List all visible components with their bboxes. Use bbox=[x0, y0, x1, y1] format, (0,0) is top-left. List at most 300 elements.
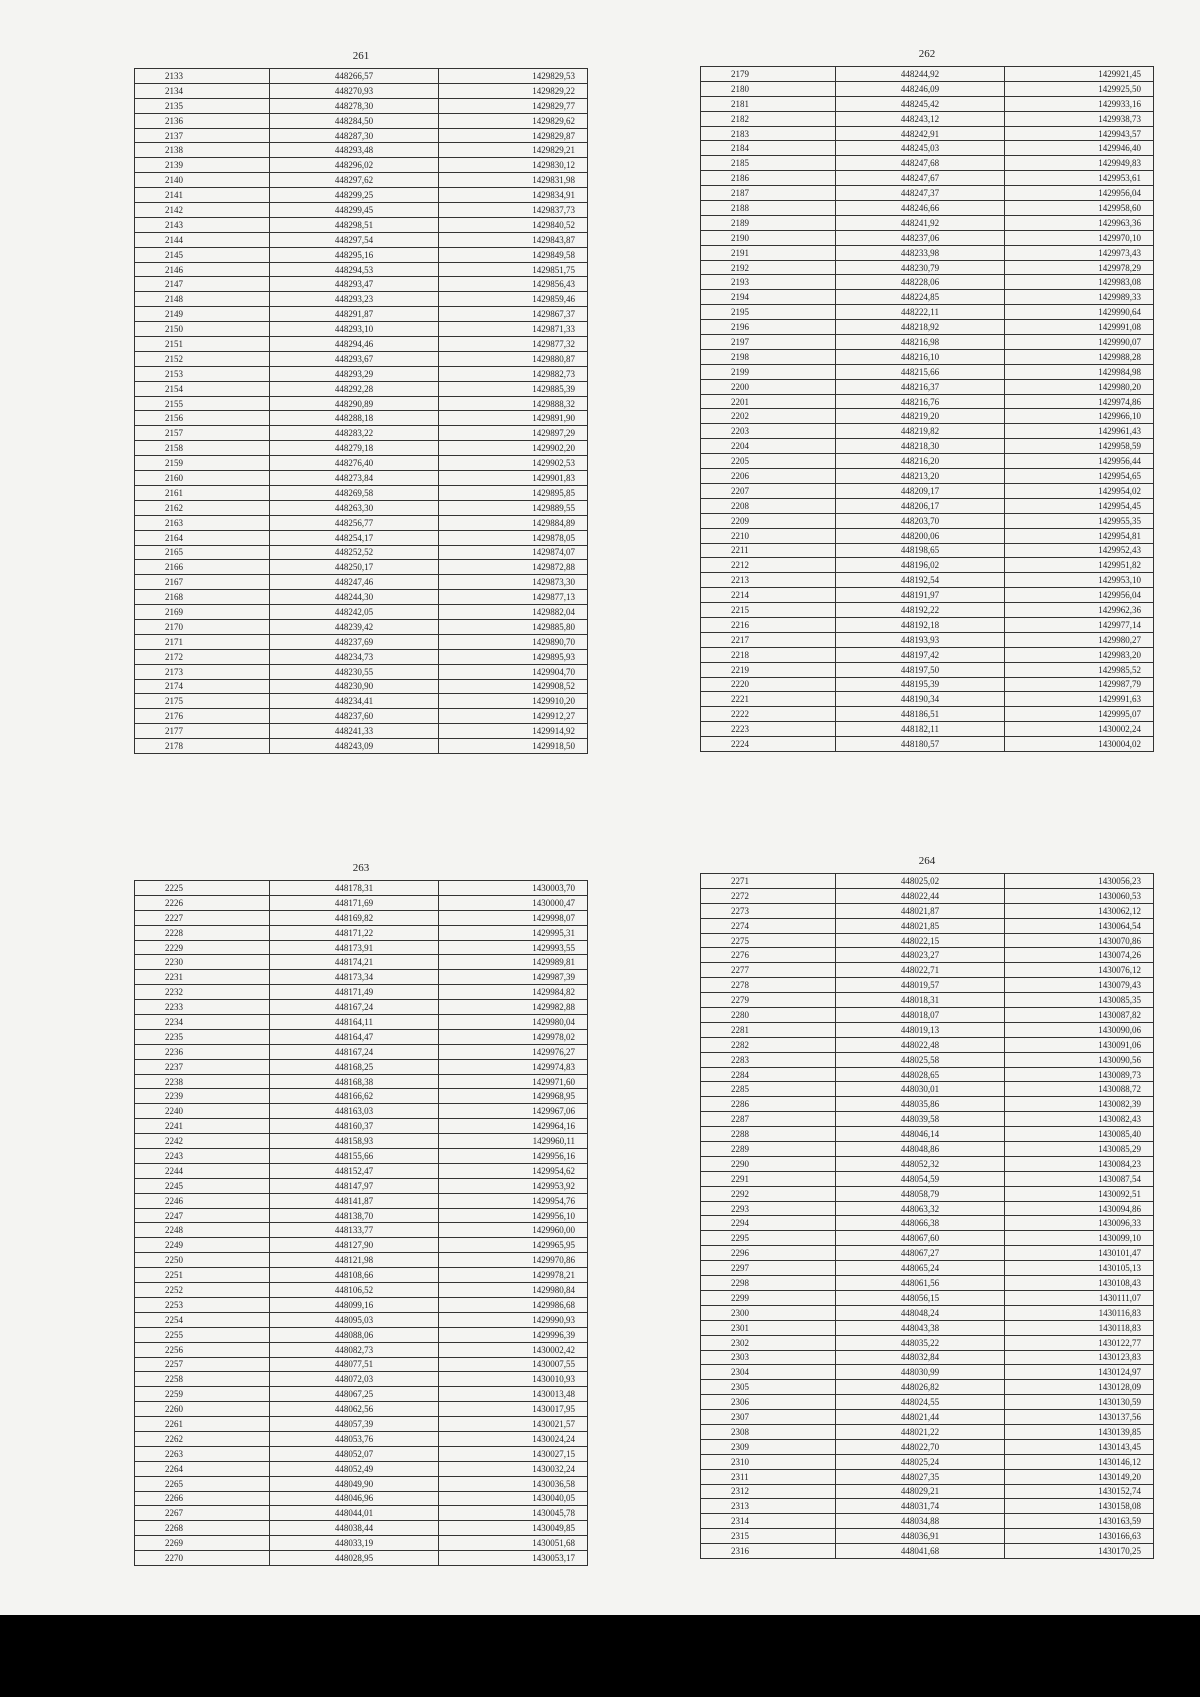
x-coordinate-cell: 448197,50 bbox=[836, 662, 1005, 677]
y-coordinate-cell: 1430017,95 bbox=[439, 1402, 588, 1417]
x-coordinate-cell: 448200,06 bbox=[836, 528, 1005, 543]
x-coordinate-cell: 448245,42 bbox=[836, 96, 1005, 111]
y-coordinate-cell: 1429829,22 bbox=[439, 83, 588, 98]
table-row bbox=[701, 1410, 1154, 1425]
x-coordinate-cell: 448237,69 bbox=[270, 634, 439, 649]
x-coordinate-cell: 448163,03 bbox=[270, 1104, 439, 1119]
table-row bbox=[701, 483, 1154, 498]
y-coordinate-cell: 1430021,57 bbox=[439, 1417, 588, 1432]
point-number-cell: 2140 bbox=[135, 173, 270, 188]
y-coordinate-cell: 1429880,87 bbox=[439, 351, 588, 366]
y-coordinate-cell: 1430070,86 bbox=[1005, 933, 1154, 948]
point-number-cell: 2193 bbox=[701, 275, 836, 290]
x-coordinate-cell: 448057,39 bbox=[270, 1417, 439, 1432]
y-coordinate-cell: 1429990,07 bbox=[1005, 335, 1154, 350]
table-row bbox=[701, 186, 1154, 201]
y-coordinate-cell: 1430032,24 bbox=[439, 1461, 588, 1476]
table-row bbox=[701, 1261, 1154, 1276]
y-coordinate-cell: 1430084,23 bbox=[1005, 1156, 1154, 1171]
table-row bbox=[135, 1089, 588, 1104]
y-coordinate-cell: 1429877,32 bbox=[439, 337, 588, 352]
point-number-cell: 2158 bbox=[135, 441, 270, 456]
y-coordinate-cell: 1429953,10 bbox=[1005, 573, 1154, 588]
y-coordinate-cell: 1429995,31 bbox=[439, 925, 588, 940]
y-coordinate-cell: 1429871,33 bbox=[439, 322, 588, 337]
x-coordinate-cell: 448288,18 bbox=[270, 411, 439, 426]
point-number-cell: 2196 bbox=[701, 320, 836, 335]
x-coordinate-cell: 448019,13 bbox=[836, 1022, 1005, 1037]
x-coordinate-cell: 448209,17 bbox=[836, 483, 1005, 498]
point-number-cell: 2264 bbox=[135, 1461, 270, 1476]
table-row bbox=[701, 1276, 1154, 1291]
x-coordinate-cell: 448298,51 bbox=[270, 217, 439, 232]
table-row bbox=[701, 513, 1154, 528]
point-number-cell: 2162 bbox=[135, 500, 270, 515]
point-number-cell: 2249 bbox=[135, 1238, 270, 1253]
y-coordinate-cell: 1430087,54 bbox=[1005, 1171, 1154, 1186]
y-coordinate-cell: 1430149,20 bbox=[1005, 1469, 1154, 1484]
table-row bbox=[701, 394, 1154, 409]
table-row bbox=[135, 1029, 588, 1044]
y-coordinate-cell: 1430062,12 bbox=[1005, 903, 1154, 918]
x-coordinate-cell: 448053,76 bbox=[270, 1431, 439, 1446]
y-coordinate-cell: 1430143,45 bbox=[1005, 1439, 1154, 1454]
x-coordinate-cell: 448049,90 bbox=[270, 1476, 439, 1491]
point-number-cell: 2165 bbox=[135, 545, 270, 560]
y-coordinate-cell: 1430087,82 bbox=[1005, 1008, 1154, 1023]
table-row bbox=[701, 1082, 1154, 1097]
table-row bbox=[701, 498, 1154, 513]
point-number-cell: 2149 bbox=[135, 307, 270, 322]
table-row bbox=[135, 83, 588, 98]
table-row bbox=[701, 722, 1154, 737]
x-coordinate-cell: 448190,34 bbox=[836, 692, 1005, 707]
y-coordinate-cell: 1429966,10 bbox=[1005, 409, 1154, 424]
x-coordinate-cell: 448196,02 bbox=[836, 558, 1005, 573]
x-coordinate-cell: 448192,54 bbox=[836, 573, 1005, 588]
x-coordinate-cell: 448186,51 bbox=[836, 707, 1005, 722]
x-coordinate-cell: 448243,09 bbox=[270, 739, 439, 754]
table-row bbox=[701, 156, 1154, 171]
point-number-cell: 2183 bbox=[701, 126, 836, 141]
table-row bbox=[135, 500, 588, 515]
y-coordinate-cell: 1429963,36 bbox=[1005, 215, 1154, 230]
point-number-cell: 2310 bbox=[701, 1454, 836, 1469]
point-number-cell: 2235 bbox=[135, 1029, 270, 1044]
y-coordinate-cell: 1429995,07 bbox=[1005, 707, 1154, 722]
x-coordinate-cell: 448174,21 bbox=[270, 955, 439, 970]
point-number-cell: 2286 bbox=[701, 1097, 836, 1112]
point-number-cell: 2143 bbox=[135, 217, 270, 232]
point-number-cell: 2255 bbox=[135, 1327, 270, 1342]
point-number-cell: 2216 bbox=[701, 617, 836, 632]
y-coordinate-cell: 1429912,27 bbox=[439, 709, 588, 724]
table-row bbox=[135, 925, 588, 940]
point-number-cell: 2290 bbox=[701, 1156, 836, 1171]
point-number-cell: 2182 bbox=[701, 111, 836, 126]
point-number-cell: 2195 bbox=[701, 305, 836, 320]
y-coordinate-cell: 1429872,88 bbox=[439, 560, 588, 575]
y-coordinate-cell: 1429989,81 bbox=[439, 955, 588, 970]
table-row bbox=[135, 1253, 588, 1268]
table-row bbox=[701, 230, 1154, 245]
x-coordinate-cell: 448099,16 bbox=[270, 1297, 439, 1312]
x-coordinate-cell: 448061,56 bbox=[836, 1276, 1005, 1291]
table-row bbox=[135, 940, 588, 955]
y-coordinate-cell: 1429990,64 bbox=[1005, 305, 1154, 320]
table-row bbox=[135, 1431, 588, 1446]
x-coordinate-cell: 448230,90 bbox=[270, 679, 439, 694]
point-number-cell: 2151 bbox=[135, 337, 270, 352]
x-coordinate-cell: 448242,05 bbox=[270, 605, 439, 620]
table-row bbox=[135, 679, 588, 694]
y-coordinate-cell: 1430040,05 bbox=[439, 1491, 588, 1506]
point-number-cell: 2202 bbox=[701, 409, 836, 424]
table-row bbox=[701, 1439, 1154, 1454]
y-coordinate-cell: 1429921,45 bbox=[1005, 67, 1154, 82]
x-coordinate-cell: 448247,67 bbox=[836, 171, 1005, 186]
point-number-cell: 2289 bbox=[701, 1142, 836, 1157]
y-coordinate-cell: 1429873,30 bbox=[439, 575, 588, 590]
table-row bbox=[135, 545, 588, 560]
y-coordinate-cell: 1430139,85 bbox=[1005, 1424, 1154, 1439]
point-number-cell: 2169 bbox=[135, 605, 270, 620]
table-row bbox=[135, 143, 588, 158]
point-number-cell: 2160 bbox=[135, 471, 270, 486]
x-coordinate-cell: 448021,22 bbox=[836, 1424, 1005, 1439]
x-coordinate-cell: 448164,11 bbox=[270, 1015, 439, 1030]
y-coordinate-cell: 1430076,12 bbox=[1005, 963, 1154, 978]
x-coordinate-cell: 448067,27 bbox=[836, 1246, 1005, 1261]
table-row bbox=[701, 617, 1154, 632]
point-number-cell: 2145 bbox=[135, 247, 270, 262]
table-row bbox=[135, 485, 588, 500]
x-coordinate-cell: 448031,74 bbox=[836, 1499, 1005, 1514]
y-coordinate-cell: 1429971,60 bbox=[439, 1074, 588, 1089]
point-number-cell: 2277 bbox=[701, 963, 836, 978]
point-number-cell: 2251 bbox=[135, 1268, 270, 1283]
table-row bbox=[135, 560, 588, 575]
point-number-cell: 2247 bbox=[135, 1208, 270, 1223]
point-number-cell: 2236 bbox=[135, 1044, 270, 1059]
x-coordinate-cell: 448063,32 bbox=[836, 1201, 1005, 1216]
point-number-cell: 2292 bbox=[701, 1186, 836, 1201]
x-coordinate-cell: 448294,46 bbox=[270, 337, 439, 352]
table-row bbox=[135, 1297, 588, 1312]
x-coordinate-cell: 448026,82 bbox=[836, 1380, 1005, 1395]
y-coordinate-cell: 1429996,39 bbox=[439, 1327, 588, 1342]
point-number-cell: 2222 bbox=[701, 707, 836, 722]
y-coordinate-cell: 1430124,97 bbox=[1005, 1365, 1154, 1380]
page-261 bbox=[134, 48, 588, 754]
y-coordinate-cell: 1430036,58 bbox=[439, 1476, 588, 1491]
table-row bbox=[701, 558, 1154, 573]
table-row bbox=[701, 409, 1154, 424]
x-coordinate-cell: 448038,44 bbox=[270, 1521, 439, 1536]
table-row bbox=[135, 277, 588, 292]
x-coordinate-cell: 448230,79 bbox=[836, 260, 1005, 275]
point-number-cell: 2257 bbox=[135, 1357, 270, 1372]
table-row bbox=[135, 1536, 588, 1551]
table-row bbox=[135, 262, 588, 277]
table-row bbox=[135, 113, 588, 128]
point-number-cell: 2210 bbox=[701, 528, 836, 543]
x-coordinate-cell: 448247,68 bbox=[836, 156, 1005, 171]
y-coordinate-cell: 1430064,54 bbox=[1005, 918, 1154, 933]
point-number-cell: 2246 bbox=[135, 1193, 270, 1208]
y-coordinate-cell: 1429978,29 bbox=[1005, 260, 1154, 275]
point-number-cell: 2159 bbox=[135, 456, 270, 471]
point-number-cell: 2279 bbox=[701, 993, 836, 1008]
y-coordinate-cell: 1429983,20 bbox=[1005, 647, 1154, 662]
table-row bbox=[135, 247, 588, 262]
y-coordinate-cell: 1429965,95 bbox=[439, 1238, 588, 1253]
table-row bbox=[701, 903, 1154, 918]
x-coordinate-cell: 448028,95 bbox=[270, 1551, 439, 1566]
point-number-cell: 2220 bbox=[701, 677, 836, 692]
table-row bbox=[701, 1380, 1154, 1395]
y-coordinate-cell: 1430085,40 bbox=[1005, 1127, 1154, 1142]
y-coordinate-cell: 1429956,10 bbox=[439, 1208, 588, 1223]
table-row bbox=[701, 1171, 1154, 1186]
point-number-cell: 2139 bbox=[135, 158, 270, 173]
point-number-cell: 2218 bbox=[701, 647, 836, 662]
x-coordinate-cell: 448215,66 bbox=[836, 364, 1005, 379]
table-row bbox=[701, 81, 1154, 96]
table-row bbox=[135, 158, 588, 173]
y-coordinate-cell: 1429874,07 bbox=[439, 545, 588, 560]
y-coordinate-cell: 1430089,73 bbox=[1005, 1067, 1154, 1082]
x-coordinate-cell: 448147,97 bbox=[270, 1178, 439, 1193]
y-coordinate-cell: 1429982,88 bbox=[439, 1000, 588, 1015]
x-coordinate-cell: 448032,84 bbox=[836, 1350, 1005, 1365]
table-row bbox=[701, 1335, 1154, 1350]
x-coordinate-cell: 448062,56 bbox=[270, 1402, 439, 1417]
point-number-cell: 2192 bbox=[701, 260, 836, 275]
y-coordinate-cell: 1429904,70 bbox=[439, 664, 588, 679]
table-row bbox=[701, 96, 1154, 111]
point-number-cell: 2282 bbox=[701, 1037, 836, 1052]
y-coordinate-cell: 1430146,12 bbox=[1005, 1454, 1154, 1469]
point-number-cell: 2285 bbox=[701, 1082, 836, 1097]
x-coordinate-cell: 448278,30 bbox=[270, 98, 439, 113]
y-coordinate-cell: 1430090,56 bbox=[1005, 1052, 1154, 1067]
x-coordinate-cell: 448056,15 bbox=[836, 1290, 1005, 1305]
y-coordinate-cell: 1429954,65 bbox=[1005, 469, 1154, 484]
y-coordinate-cell: 1430130,59 bbox=[1005, 1395, 1154, 1410]
x-coordinate-cell: 448173,91 bbox=[270, 940, 439, 955]
y-coordinate-cell: 1429989,33 bbox=[1005, 290, 1154, 305]
y-coordinate-cell: 1429955,35 bbox=[1005, 513, 1154, 528]
x-coordinate-cell: 448291,87 bbox=[270, 307, 439, 322]
x-coordinate-cell: 448052,49 bbox=[270, 1461, 439, 1476]
table-row bbox=[135, 1193, 588, 1208]
point-number-cell: 2207 bbox=[701, 483, 836, 498]
table-row bbox=[701, 1127, 1154, 1142]
table-row bbox=[135, 1104, 588, 1119]
table-row bbox=[701, 1008, 1154, 1023]
point-number-cell: 2261 bbox=[135, 1417, 270, 1432]
y-coordinate-cell: 1430007,55 bbox=[439, 1357, 588, 1372]
table-row bbox=[701, 141, 1154, 156]
x-coordinate-cell: 448234,41 bbox=[270, 694, 439, 709]
y-coordinate-cell: 1430170,25 bbox=[1005, 1544, 1154, 1559]
table-row bbox=[135, 128, 588, 143]
table-row bbox=[135, 292, 588, 307]
y-coordinate-cell: 1430003,70 bbox=[439, 881, 588, 896]
x-coordinate-cell: 448021,87 bbox=[836, 903, 1005, 918]
table-row bbox=[135, 1312, 588, 1327]
x-coordinate-cell: 448033,19 bbox=[270, 1536, 439, 1551]
y-coordinate-cell: 1430122,77 bbox=[1005, 1335, 1154, 1350]
table-row bbox=[135, 1163, 588, 1178]
x-coordinate-cell: 448222,11 bbox=[836, 305, 1005, 320]
table-row bbox=[701, 111, 1154, 126]
x-coordinate-cell: 448250,17 bbox=[270, 560, 439, 575]
table-row bbox=[701, 1201, 1154, 1216]
point-number-cell: 2137 bbox=[135, 128, 270, 143]
x-coordinate-cell: 448284,50 bbox=[270, 113, 439, 128]
table-row bbox=[135, 441, 588, 456]
point-number-cell: 2237 bbox=[135, 1059, 270, 1074]
point-number-cell: 2240 bbox=[135, 1104, 270, 1119]
x-coordinate-cell: 448048,86 bbox=[836, 1142, 1005, 1157]
y-coordinate-cell: 1430051,68 bbox=[439, 1536, 588, 1551]
y-coordinate-cell: 1429890,70 bbox=[439, 634, 588, 649]
y-coordinate-cell: 1430091,06 bbox=[1005, 1037, 1154, 1052]
point-number-cell: 2229 bbox=[135, 940, 270, 955]
table-row bbox=[135, 203, 588, 218]
point-number-cell: 2232 bbox=[135, 985, 270, 1000]
table-row bbox=[701, 1469, 1154, 1484]
y-coordinate-cell: 1429956,04 bbox=[1005, 588, 1154, 603]
y-coordinate-cell: 1429990,93 bbox=[439, 1312, 588, 1327]
y-coordinate-cell: 1429984,82 bbox=[439, 985, 588, 1000]
y-coordinate-cell: 1429983,08 bbox=[1005, 275, 1154, 290]
y-coordinate-cell: 1430096,33 bbox=[1005, 1216, 1154, 1231]
table-row bbox=[701, 1529, 1154, 1544]
table-row bbox=[135, 1044, 588, 1059]
x-coordinate-cell: 448044,01 bbox=[270, 1506, 439, 1521]
table-row bbox=[135, 1506, 588, 1521]
point-number-cell: 2176 bbox=[135, 709, 270, 724]
point-number-cell: 2266 bbox=[135, 1491, 270, 1506]
x-coordinate-cell: 448269,58 bbox=[270, 485, 439, 500]
point-number-cell: 2284 bbox=[701, 1067, 836, 1082]
point-number-cell: 2278 bbox=[701, 978, 836, 993]
point-number-cell: 2133 bbox=[135, 69, 270, 84]
table-row bbox=[135, 217, 588, 232]
y-coordinate-cell: 1429878,05 bbox=[439, 530, 588, 545]
x-coordinate-cell: 448160,37 bbox=[270, 1119, 439, 1134]
table-row bbox=[701, 677, 1154, 692]
y-coordinate-cell: 1430166,63 bbox=[1005, 1529, 1154, 1544]
point-number-cell: 2136 bbox=[135, 113, 270, 128]
table-row bbox=[135, 456, 588, 471]
y-coordinate-cell: 1429953,92 bbox=[439, 1178, 588, 1193]
point-number-cell: 2142 bbox=[135, 203, 270, 218]
table-row bbox=[701, 1305, 1154, 1320]
y-coordinate-cell: 1429829,53 bbox=[439, 69, 588, 84]
point-number-cell: 2164 bbox=[135, 530, 270, 545]
point-number-cell: 2184 bbox=[701, 141, 836, 156]
table-row bbox=[701, 993, 1154, 1008]
y-coordinate-cell: 1430152,74 bbox=[1005, 1484, 1154, 1499]
x-coordinate-cell: 448219,20 bbox=[836, 409, 1005, 424]
table-row bbox=[701, 1156, 1154, 1171]
y-coordinate-cell: 1429877,13 bbox=[439, 590, 588, 605]
y-coordinate-cell: 1429960,11 bbox=[439, 1134, 588, 1149]
y-coordinate-cell: 1429897,29 bbox=[439, 426, 588, 441]
table-row bbox=[701, 707, 1154, 722]
table-row bbox=[135, 1149, 588, 1164]
y-coordinate-cell: 1430105,13 bbox=[1005, 1261, 1154, 1276]
x-coordinate-cell: 448297,54 bbox=[270, 232, 439, 247]
y-coordinate-cell: 1430158,08 bbox=[1005, 1499, 1154, 1514]
x-coordinate-cell: 448018,31 bbox=[836, 993, 1005, 1008]
x-coordinate-cell: 448167,24 bbox=[270, 1000, 439, 1015]
table-row bbox=[701, 1365, 1154, 1380]
table-row bbox=[135, 98, 588, 113]
y-coordinate-cell: 1429964,16 bbox=[439, 1119, 588, 1134]
table-row bbox=[701, 364, 1154, 379]
table-row bbox=[135, 1446, 588, 1461]
x-coordinate-cell: 448216,76 bbox=[836, 394, 1005, 409]
table-row bbox=[135, 1491, 588, 1506]
x-coordinate-cell: 448247,46 bbox=[270, 575, 439, 590]
x-coordinate-cell: 448022,48 bbox=[836, 1037, 1005, 1052]
x-coordinate-cell: 448293,10 bbox=[270, 322, 439, 337]
y-coordinate-cell: 1429973,43 bbox=[1005, 245, 1154, 260]
y-coordinate-cell: 1430116,83 bbox=[1005, 1305, 1154, 1320]
table-row bbox=[135, 1238, 588, 1253]
y-coordinate-cell: 1429980,04 bbox=[439, 1015, 588, 1030]
point-number-cell: 2199 bbox=[701, 364, 836, 379]
page-number: 261 bbox=[352, 50, 370, 62]
table-row bbox=[701, 1350, 1154, 1365]
y-coordinate-cell: 1430118,83 bbox=[1005, 1320, 1154, 1335]
x-coordinate-cell: 448065,24 bbox=[836, 1261, 1005, 1276]
point-number-cell: 2244 bbox=[135, 1163, 270, 1178]
point-number-cell: 2187 bbox=[701, 186, 836, 201]
table-row bbox=[701, 126, 1154, 141]
table-row bbox=[135, 307, 588, 322]
point-number-cell: 2228 bbox=[135, 925, 270, 940]
y-coordinate-cell: 1429925,50 bbox=[1005, 81, 1154, 96]
table-row bbox=[135, 664, 588, 679]
page-262 bbox=[700, 46, 1154, 752]
x-coordinate-cell: 448019,57 bbox=[836, 978, 1005, 993]
y-coordinate-cell: 1430108,43 bbox=[1005, 1276, 1154, 1291]
point-number-cell: 2241 bbox=[135, 1119, 270, 1134]
point-number-cell: 2150 bbox=[135, 322, 270, 337]
point-number-cell: 2200 bbox=[701, 379, 836, 394]
point-number-cell: 2135 bbox=[135, 98, 270, 113]
y-coordinate-cell: 1429895,93 bbox=[439, 649, 588, 664]
table-row bbox=[135, 1059, 588, 1074]
point-number-cell: 2298 bbox=[701, 1276, 836, 1291]
point-number-cell: 2316 bbox=[701, 1544, 836, 1559]
x-coordinate-cell: 448138,70 bbox=[270, 1208, 439, 1223]
table-row bbox=[701, 305, 1154, 320]
page-number: 264 bbox=[918, 855, 936, 867]
x-coordinate-cell: 448043,38 bbox=[836, 1320, 1005, 1335]
y-coordinate-cell: 1430094,86 bbox=[1005, 1201, 1154, 1216]
x-coordinate-cell: 448237,60 bbox=[270, 709, 439, 724]
x-coordinate-cell: 448025,02 bbox=[836, 874, 1005, 889]
y-coordinate-cell: 1429974,86 bbox=[1005, 394, 1154, 409]
table-row bbox=[135, 411, 588, 426]
